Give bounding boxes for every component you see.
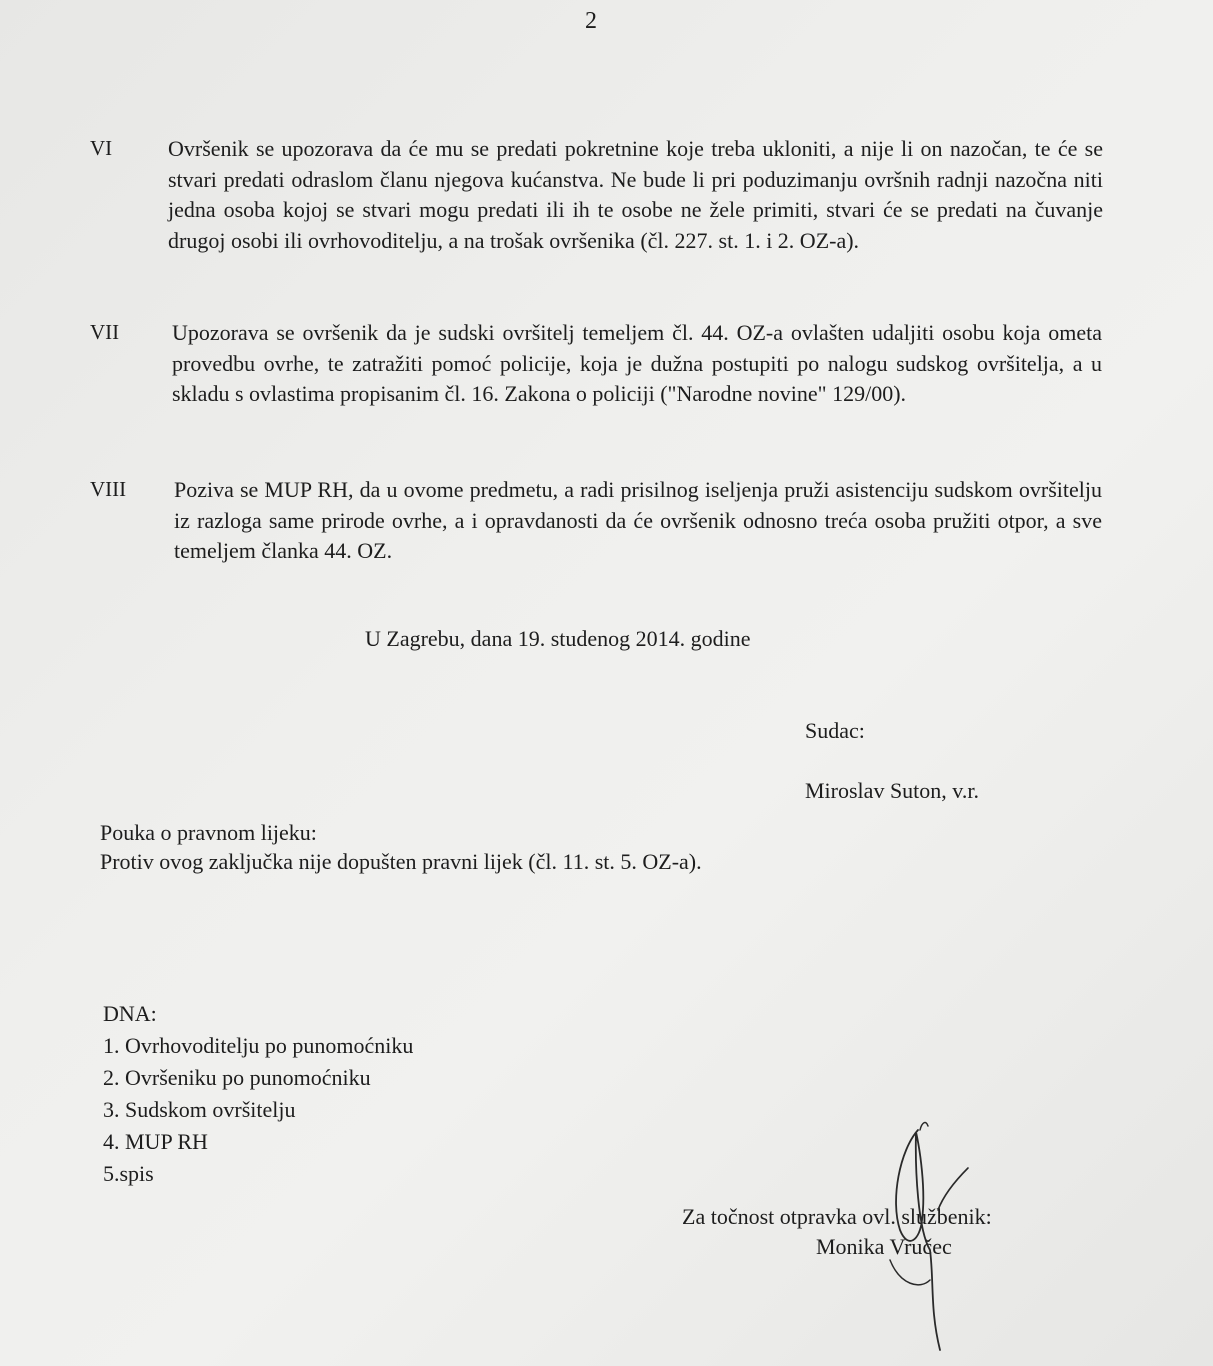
certification-officer: Monika Vručec (816, 1234, 952, 1259)
distribution-item: 3. Sudskom ovršitelju (103, 1097, 296, 1122)
distribution-item: 1. Ovrhovoditelju po punomoćniku (103, 1033, 414, 1058)
section-text: Poziva se MUP RH, da u ovome predmetu, a radi prisilnog iseljenja pruži asistenciju sudskom ovršitelju iz razloga same prirode ovrhe, a i opravdanosti da će ovršenik odnosno treća osoba pružiti otpor, a sve temeljem članka 44. OZ. (174, 477, 1102, 563)
section-text: Ovršenik se upozorava da će mu se predati pokretnine koje treba ukloniti, a nije li on nazočan, te će se stvari predati odraslom članu njegova kućanstva. Ne bude li pri poduzimanju ovršnih radnji nazočna niti jedna osoba kojoj se stvari mogu predati ili ih te osobe ne žele primiti, stvari će se predati na čuvanje drugoj osobi ili ovrhovoditelju, a na trošak ovršenika (čl. 227. st. 1. i 2. OZ-a). (168, 136, 1103, 253)
section-numeral: VIII (90, 477, 127, 501)
distribution-item: 4. MUP RH (103, 1129, 208, 1154)
date-line: U Zagrebu, dana 19. studenog 2014. godine (365, 626, 751, 651)
distribution-heading: DNA: (103, 1001, 157, 1026)
legal-remedy-heading: Pouka o pravnom lijeku: (100, 820, 317, 845)
distribution-list (103, 998, 413, 1190)
page-number: 2 (585, 8, 597, 34)
handwritten-signature (860, 1110, 1000, 1360)
distribution-item: 2. Ovršeniku po punomoćniku (103, 1065, 371, 1090)
distribution-item: 5.spis (103, 1161, 154, 1186)
certification-line: Za točnost otpravka ovl. službenik: (682, 1204, 992, 1229)
section-text: Upozorava se ovršenik da je sudski ovršitelj temeljem čl. 44. OZ-a ovlašten udaljiti osobu koja ometa provedbu ovrhe, te zatražiti pomoć policije, koja je dužna postupiti po nalogu sudskog ovršitelja, a u skladu s ovlastima propisanim čl. 16. Zakona o policiji ("Narodne novine" 129/00). (172, 320, 1102, 406)
section-numeral: VI (90, 136, 113, 160)
legal-remedy (100, 818, 702, 876)
judge-name: Miroslav Suton, v.r. (805, 778, 979, 803)
legal-remedy-text: Protiv ovog zaključka nije dopušten pravni lijek (čl. 11. st. 5. OZ-a). (100, 849, 702, 874)
judge-title: Sudac: (805, 718, 865, 743)
section-numeral: VII (90, 320, 120, 344)
